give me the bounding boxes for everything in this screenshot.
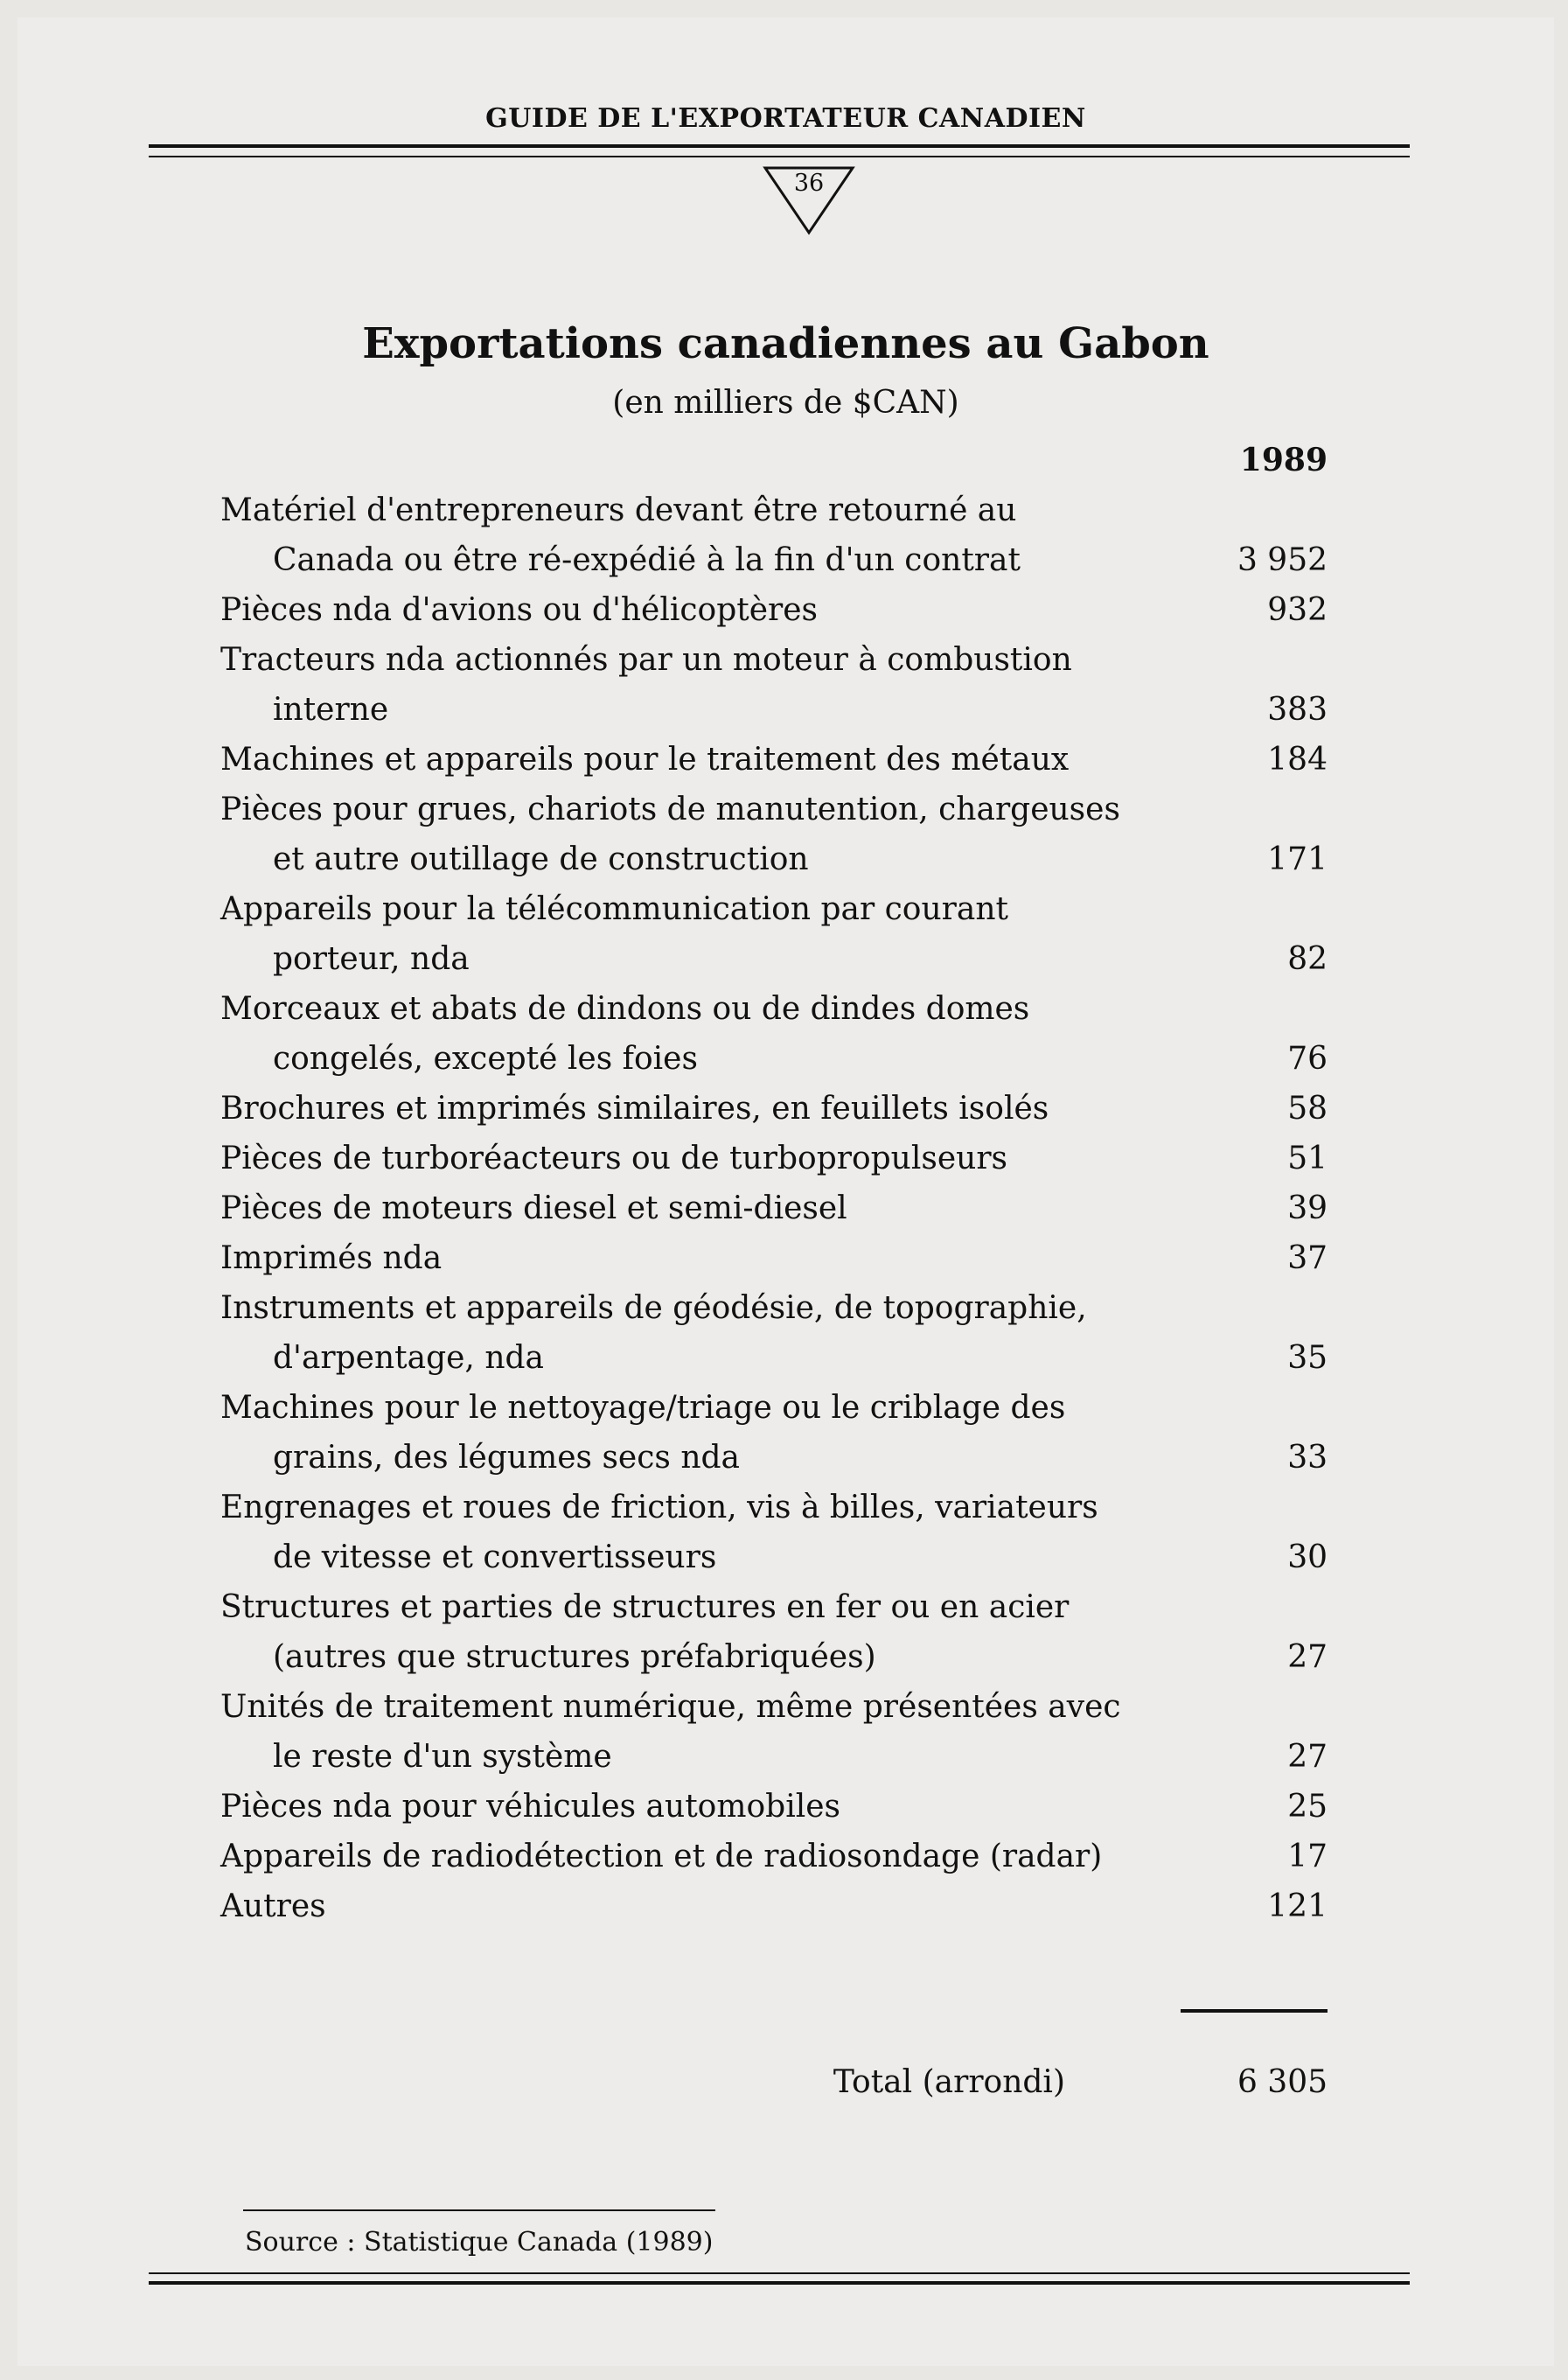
table-rows	[220, 485, 1328, 1931]
total-label: Total (arrondi)	[833, 2064, 1065, 2100]
table-row	[220, 1782, 1328, 1832]
total-value: 6 305	[1237, 2064, 1328, 2100]
row-label-line1: Pièces nda d'avions ou d'hélicoptères	[220, 592, 818, 628]
row-label	[220, 1283, 1170, 1383]
row-label	[220, 984, 1170, 1084]
row-label	[220, 1582, 1170, 1682]
row-label-line2: interne	[273, 692, 389, 728]
row-label-line1: Unités de traitement numérique, même présentées avec	[220, 1689, 1121, 1725]
row-value: 76	[1287, 1041, 1328, 1077]
row-label-line1: Morceaux et abats de dindons ou de dindes domes	[220, 991, 1030, 1027]
table-row	[220, 1134, 1328, 1183]
row-value: 27	[1287, 1639, 1328, 1675]
row-label-line1: Instruments et appareils de géodésie, de topographie,	[220, 1290, 1087, 1326]
row-value: 171	[1267, 841, 1328, 877]
table-row	[220, 485, 1328, 585]
row-label	[220, 1682, 1170, 1782]
row-value: 30	[1287, 1539, 1328, 1575]
row-label	[220, 1084, 1170, 1134]
footer-rule-thick	[149, 2281, 1410, 2285]
row-value: 3 952	[1237, 542, 1328, 578]
source-rule	[243, 2209, 715, 2211]
row-label-line1: Imprimés nda	[220, 1240, 443, 1276]
row-label	[220, 1233, 1170, 1283]
row-label-line1: Matériel d'entrepreneurs devant être retourné au	[220, 492, 1017, 528]
row-label-line2: grains, des légumes secs nda	[273, 1440, 741, 1476]
row-label	[220, 785, 1170, 884]
row-label-line1: Appareils de radiodétection et de radiosondage (radar)	[220, 1839, 1103, 1874]
row-value: 27	[1287, 1739, 1328, 1775]
row-label	[220, 1183, 1170, 1233]
table-row	[220, 984, 1328, 1084]
table-title: Exportations canadiennes au Gabon	[362, 319, 1209, 368]
row-value: 58	[1287, 1091, 1328, 1127]
row-label-line1: Structures et parties de structures en fer ou en acier	[220, 1589, 1070, 1625]
header-rule-thin	[149, 156, 1410, 157]
row-label-line1: Tracteurs nda actionnés par un moteur à combustion	[220, 642, 1072, 678]
page	[17, 17, 1554, 2366]
table-row	[220, 1383, 1328, 1483]
year-label: 1989	[1239, 442, 1328, 478]
row-label	[220, 884, 1170, 984]
row-label	[220, 1383, 1170, 1483]
row-value: 82	[1287, 941, 1328, 977]
row-value: 383	[1267, 692, 1328, 728]
table-row	[220, 585, 1328, 635]
row-label-line2: (autres que structures préfabriquées)	[273, 1639, 876, 1675]
row-label-line2: de vitesse et convertisseurs	[273, 1539, 717, 1575]
table-row	[220, 1881, 1328, 1931]
row-label	[220, 735, 1170, 785]
table-row	[220, 1682, 1328, 1782]
row-value: 184	[1267, 742, 1328, 778]
running-head: GUIDE DE L'EXPORTATEUR CANADIEN	[485, 103, 1086, 134]
row-value: 121	[1267, 1888, 1328, 1924]
row-label-line2: porteur, nda	[273, 941, 470, 977]
footer-rule-thin	[149, 2272, 1410, 2274]
table-row	[220, 1183, 1328, 1233]
row-label	[220, 1134, 1170, 1183]
table-row	[220, 1233, 1328, 1283]
row-label-line2: d'arpentage, nda	[273, 1340, 545, 1376]
table-row	[220, 735, 1328, 785]
year-header	[220, 436, 1328, 485]
row-value: 39	[1287, 1190, 1328, 1226]
row-label-line2: le reste d'un système	[273, 1739, 612, 1775]
row-label-line2: et autre outillage de construction	[273, 841, 809, 877]
source-note: Source : Statistique Canada (1989)	[245, 2227, 714, 2258]
table-row	[220, 1832, 1328, 1881]
row-value: 37	[1287, 1240, 1328, 1276]
row-label-line2: Canada ou être ré-expédié à la fin d'un contrat	[273, 542, 1021, 578]
row-label-line1: Machines et appareils pour le traitement des métaux	[220, 742, 1070, 778]
page-number: 36	[793, 170, 825, 197]
row-label-line1: Autres	[220, 1888, 326, 1924]
total-rule	[1181, 2009, 1328, 2013]
row-label-line1: Pièces de moteurs diesel et semi-diesel	[220, 1190, 847, 1226]
row-label	[220, 1483, 1170, 1582]
row-value: 33	[1287, 1440, 1328, 1476]
row-label-line1: Brochures et imprimés similaires, en feuillets isolés	[220, 1091, 1049, 1127]
table-row	[220, 785, 1328, 884]
row-value: 25	[1287, 1789, 1328, 1825]
row-label-line1: Pièces pour grues, chariots de manutention, chargeuses	[220, 792, 1120, 827]
row-label	[220, 485, 1170, 585]
page-number-badge	[761, 161, 857, 240]
header-rule-thick	[149, 144, 1410, 148]
row-value: 932	[1267, 592, 1328, 628]
table-row	[220, 884, 1328, 984]
table-row	[220, 635, 1328, 735]
total-row	[220, 2064, 1328, 2100]
row-label-line1: Pièces nda pour véhicules automobiles	[220, 1789, 840, 1825]
row-value: 35	[1287, 1340, 1328, 1376]
table-row	[220, 1283, 1328, 1383]
exports-table	[220, 436, 1328, 1931]
row-label	[220, 1782, 1170, 1832]
table-row	[220, 1483, 1328, 1582]
row-label-line1: Pièces de turboréacteurs ou de turbopropulseurs	[220, 1141, 1008, 1176]
row-label	[220, 585, 1170, 635]
row-label-line1: Engrenages et roues de friction, vis à billes, variateurs	[220, 1490, 1098, 1525]
row-label-line1: Machines pour le nettoyage/triage ou le criblage des	[220, 1390, 1066, 1426]
row-label-line2: congelés, excepté les foies	[273, 1041, 698, 1077]
table-row	[220, 1582, 1328, 1682]
row-label	[220, 635, 1170, 735]
table-row	[220, 1084, 1328, 1134]
row-label-line1: Appareils pour la télécommunication par courant	[220, 891, 1008, 927]
row-value: 51	[1287, 1141, 1328, 1176]
row-label	[220, 1832, 1170, 1881]
row-label	[220, 1881, 1170, 1931]
table-subtitle: (en milliers de $CAN)	[612, 385, 959, 421]
row-value: 17	[1287, 1839, 1328, 1874]
